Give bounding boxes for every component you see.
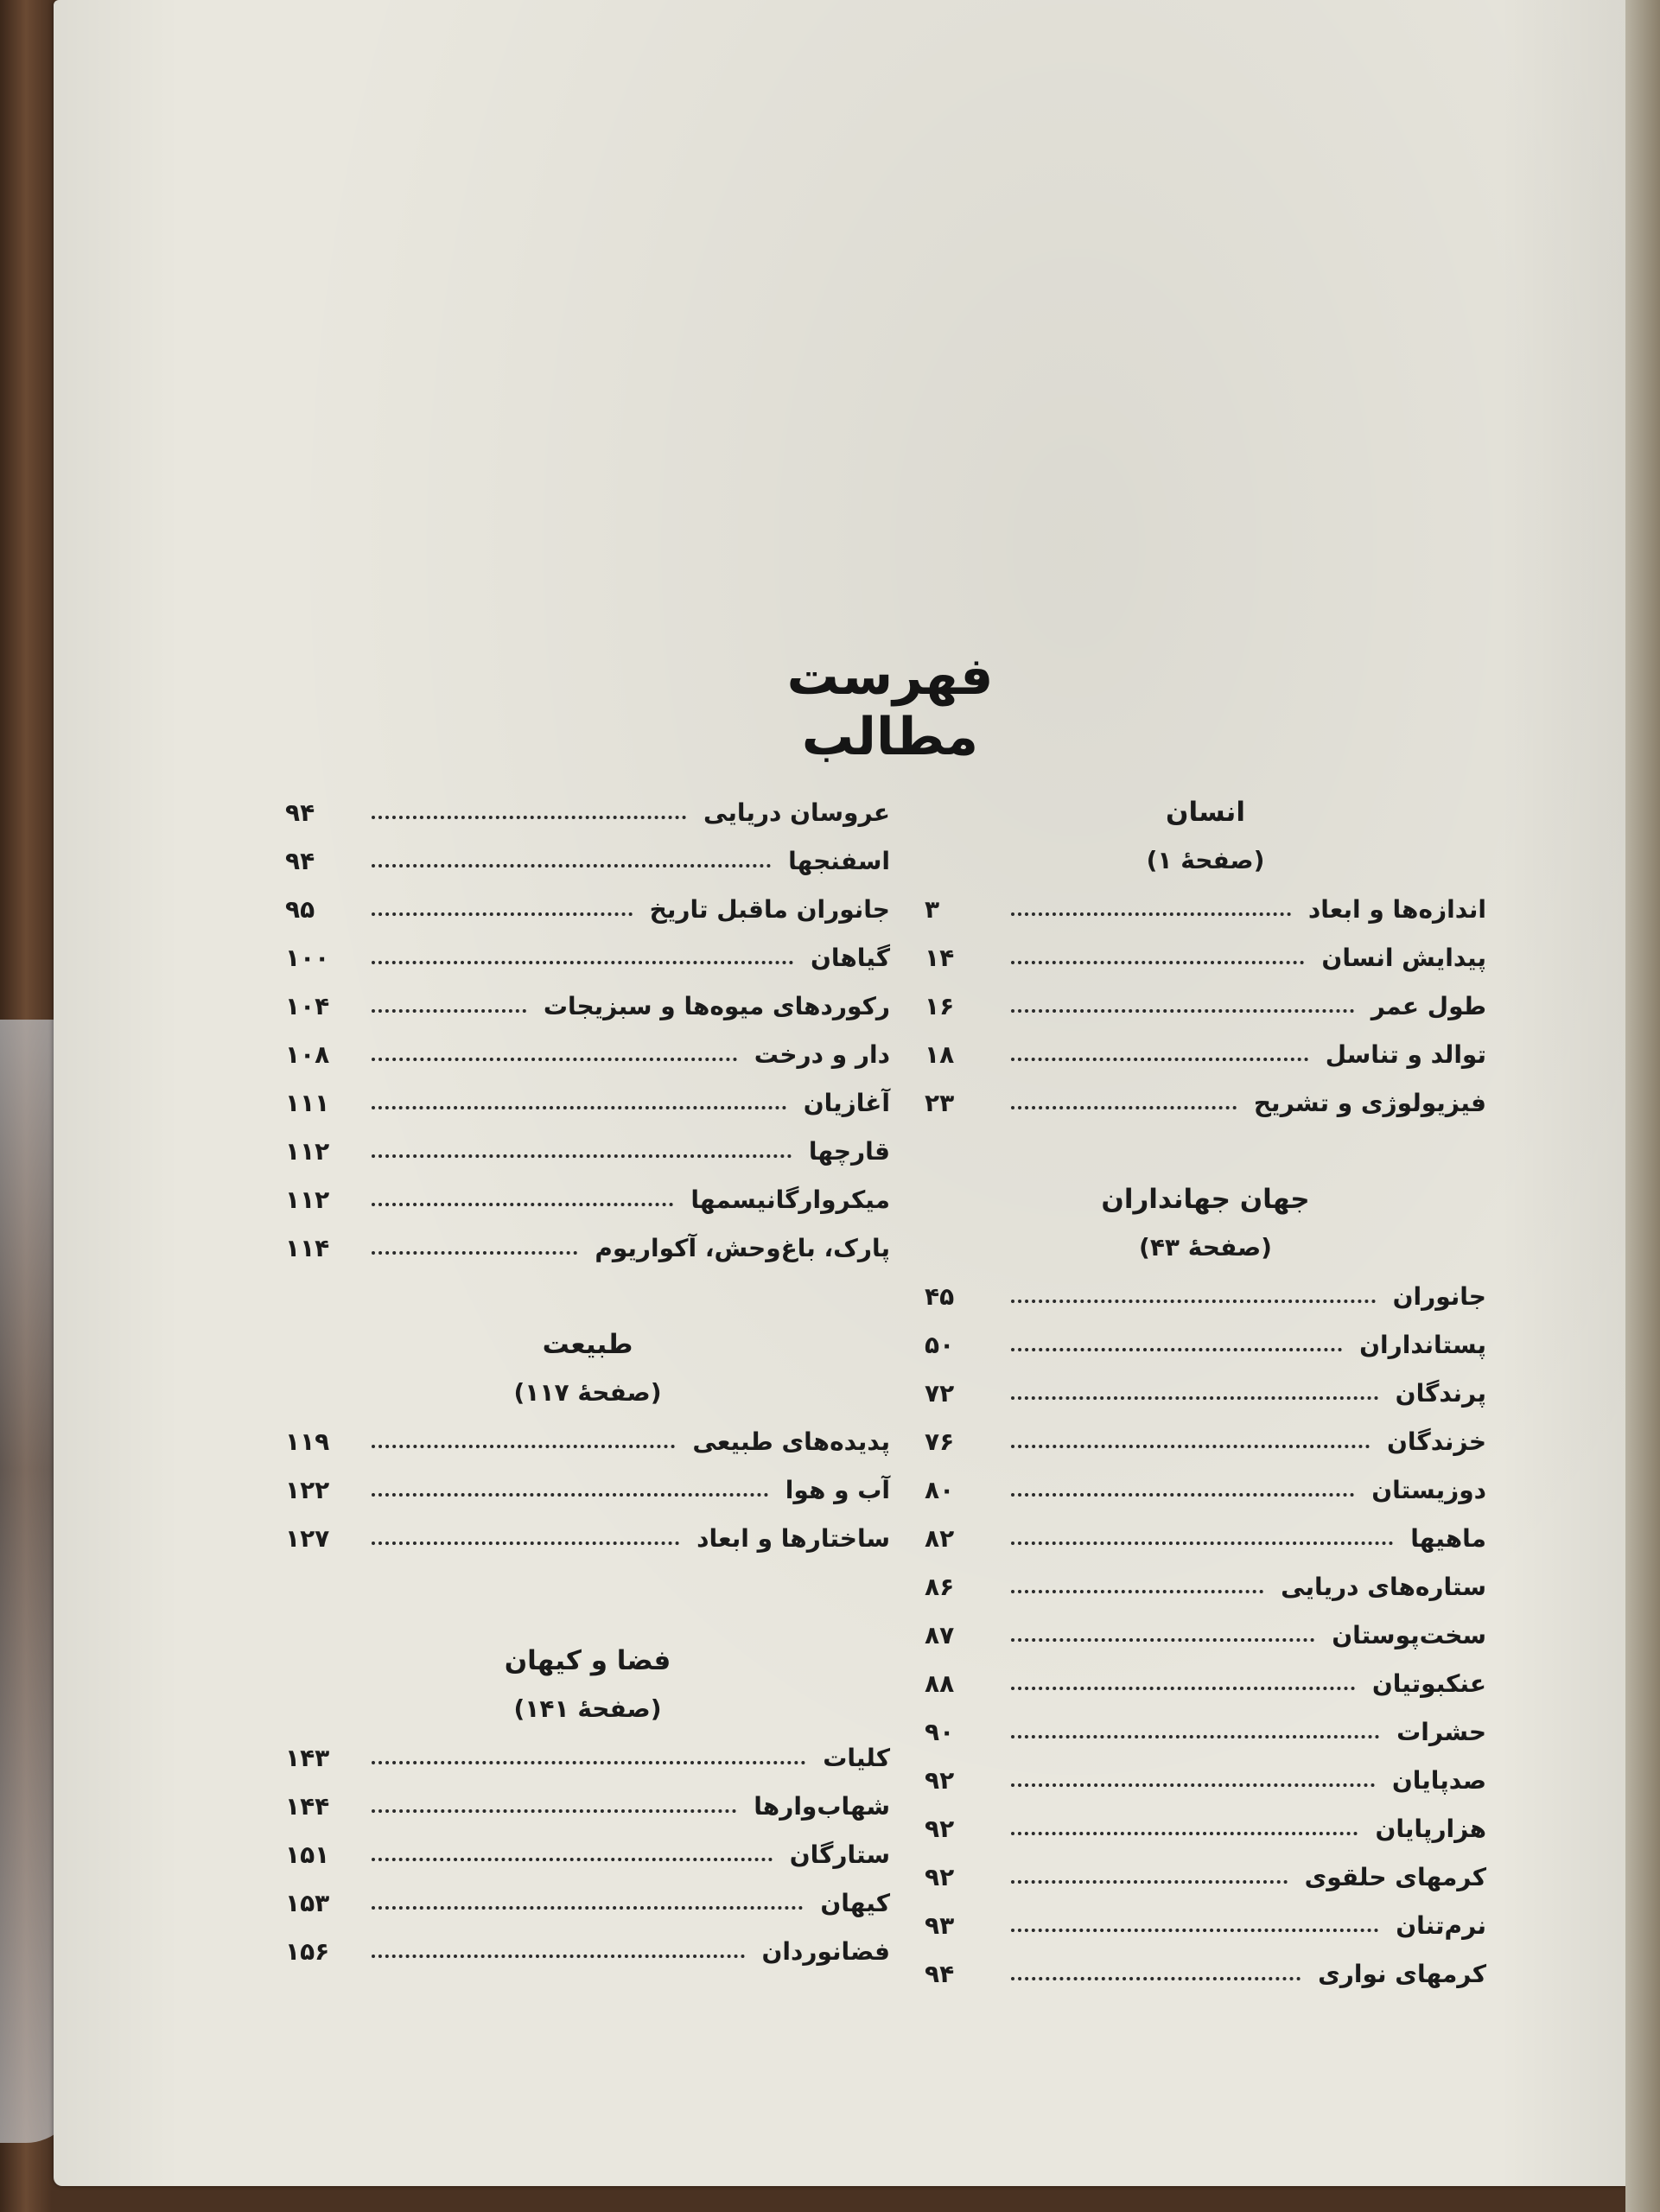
toc-entry-label: عروسان دریایی bbox=[703, 798, 890, 827]
toc-entry[interactable] bbox=[925, 885, 1486, 933]
dot-leader bbox=[1011, 1832, 1358, 1835]
dot-leader bbox=[1011, 1058, 1308, 1061]
dot-leader bbox=[372, 1955, 745, 1958]
toc-entry[interactable] bbox=[925, 1611, 1486, 1659]
dot-leader bbox=[1011, 1300, 1376, 1303]
toc-entry-label: قارچها bbox=[808, 1136, 890, 1166]
toc-entry[interactable] bbox=[285, 982, 890, 1030]
toc-entry-page: ۹۲ bbox=[925, 1862, 955, 1891]
dot-leader bbox=[372, 1203, 673, 1206]
toc-entry-label: گیاهان bbox=[810, 943, 890, 972]
dot-leader bbox=[1011, 1009, 1354, 1013]
toc-entry[interactable] bbox=[925, 1707, 1486, 1756]
toc-entry[interactable] bbox=[925, 1659, 1486, 1707]
toc-entry-label: صدپایان bbox=[1391, 1765, 1486, 1795]
toc-entry-page: ۱۱۴ bbox=[285, 1233, 330, 1262]
dot-leader bbox=[372, 1858, 773, 1861]
toc-entry[interactable] bbox=[925, 933, 1486, 982]
toc-entry-label: دوزیستان bbox=[1371, 1475, 1486, 1504]
section-gap bbox=[285, 1562, 890, 1637]
toc-entry-page: ۱۱۲ bbox=[285, 1136, 330, 1166]
toc-entry-label: پیدایش انسان bbox=[1321, 943, 1486, 972]
toc-entry-label: رکوردهای میوه‌ها و سبزیجات bbox=[543, 991, 890, 1020]
toc-entry-label: آغازیان bbox=[803, 1088, 890, 1117]
toc-entry-page: ۱۰۰ bbox=[285, 943, 330, 972]
dot-leader bbox=[1011, 1687, 1355, 1690]
toc-entry-page: ۱۱۹ bbox=[285, 1427, 330, 1456]
toc-entry-page: ۷۲ bbox=[925, 1378, 955, 1408]
dot-leader bbox=[1011, 1929, 1378, 1932]
toc-entry[interactable] bbox=[925, 982, 1486, 1030]
toc-entry-page: ۸۰ bbox=[925, 1475, 955, 1504]
toc-entry-label: کیهان bbox=[820, 1888, 890, 1917]
toc-entry-label: نرم‌تنان bbox=[1396, 1910, 1486, 1940]
dot-leader bbox=[372, 961, 793, 964]
toc-entry-page: ۱۸ bbox=[925, 1039, 955, 1069]
dot-leader bbox=[372, 1106, 786, 1109]
page-title: فهرست مطالب bbox=[786, 646, 994, 767]
toc-entry-page: ۸۸ bbox=[925, 1669, 955, 1698]
toc-entry-page: ۱۴۴ bbox=[285, 1791, 330, 1821]
toc-entry-label: شهاب‌وارها bbox=[754, 1791, 890, 1821]
toc-entry-page: ۱۰۸ bbox=[285, 1039, 330, 1069]
toc-entry-page: ۱۱۱ bbox=[285, 1088, 330, 1117]
toc-entry[interactable] bbox=[285, 1465, 890, 1514]
dot-leader bbox=[1011, 1445, 1370, 1448]
toc-left-column bbox=[285, 788, 890, 1975]
toc-entry-page: ۹۴ bbox=[285, 798, 315, 827]
toc-entry-label: ستارگان bbox=[789, 1840, 890, 1869]
toc-entry[interactable] bbox=[925, 1272, 1486, 1320]
toc-entry[interactable] bbox=[925, 1562, 1486, 1611]
toc-entry[interactable] bbox=[925, 1514, 1486, 1562]
toc-entry[interactable] bbox=[925, 1078, 1486, 1127]
toc-entry-label: کلیات bbox=[823, 1743, 890, 1772]
toc-entry-label: کرمهای حلقوی bbox=[1304, 1862, 1486, 1891]
toc-entry-page: ۱۶ bbox=[925, 991, 955, 1020]
section-heading: جهان جهانداران bbox=[1101, 1184, 1310, 1215]
dot-leader bbox=[1011, 1638, 1314, 1642]
toc-entry-page: ۷۶ bbox=[925, 1427, 955, 1456]
toc-entry[interactable] bbox=[285, 1514, 890, 1562]
toc-entry-label: ساختارها و ابعاد bbox=[696, 1523, 890, 1553]
dot-leader bbox=[1011, 1735, 1379, 1738]
toc-entry-label: فضانوردان bbox=[761, 1936, 890, 1966]
toc-entry-label: جانوران ماقبل تاریخ bbox=[649, 894, 890, 924]
section-heading: طبیعت bbox=[542, 1329, 633, 1360]
toc-entry-page: ۱۵۱ bbox=[285, 1840, 330, 1869]
toc-entry[interactable] bbox=[285, 1733, 890, 1782]
toc-entry-label: عنکبوتیان bbox=[1371, 1669, 1486, 1698]
dot-leader bbox=[1011, 1348, 1342, 1351]
toc-entry-label: سخت‌پوستان bbox=[1332, 1620, 1486, 1649]
dot-leader bbox=[1011, 912, 1291, 916]
toc-entry[interactable] bbox=[925, 1901, 1486, 1949]
toc-entry-page: ۵۰ bbox=[925, 1330, 955, 1359]
dot-leader bbox=[372, 1251, 577, 1255]
section-heading: انسان bbox=[1166, 797, 1245, 828]
toc-entry-label: ماهیها bbox=[1410, 1523, 1486, 1553]
toc-entry[interactable] bbox=[925, 1465, 1486, 1514]
toc-entry-page: ۱۴۳ bbox=[285, 1743, 330, 1772]
toc-entry-page: ۹۳ bbox=[925, 1910, 955, 1940]
dot-leader bbox=[372, 1154, 792, 1158]
toc-entry-page: ۱۲۲ bbox=[285, 1475, 330, 1504]
dot-leader bbox=[1011, 961, 1304, 964]
toc-entry-page: ۱۵۳ bbox=[285, 1888, 330, 1917]
section-gap bbox=[925, 1127, 1486, 1175]
dot-leader bbox=[372, 1493, 768, 1497]
toc-entry[interactable] bbox=[285, 1927, 890, 1975]
toc-entry[interactable] bbox=[285, 1782, 890, 1830]
toc-entry[interactable] bbox=[285, 788, 890, 836]
toc-entry-label: ستاره‌های دریایی bbox=[1281, 1572, 1486, 1601]
toc-entry-page: ۳ bbox=[925, 894, 940, 924]
dot-leader bbox=[1011, 1977, 1301, 1980]
toc-entry[interactable] bbox=[285, 933, 890, 982]
toc-entry-page: ۹۴ bbox=[285, 846, 315, 875]
toc-entry[interactable] bbox=[925, 1756, 1486, 1804]
toc-entry-label: پستانداران bbox=[1359, 1330, 1486, 1359]
page-edge bbox=[1625, 0, 1660, 2212]
toc-entry-page: ۴۵ bbox=[925, 1281, 955, 1311]
toc-entry-label: کرمهای نواری bbox=[1318, 1959, 1486, 1988]
toc-entry[interactable] bbox=[285, 1878, 890, 1927]
toc-entry[interactable] bbox=[925, 1030, 1486, 1078]
toc-entry-page: ۱۵۶ bbox=[285, 1936, 330, 1966]
toc-entry-label: اندازه‌ها و ابعاد bbox=[1307, 894, 1486, 924]
toc-entry-label: خزندگان bbox=[1387, 1427, 1486, 1456]
toc-entry-page: ۹۵ bbox=[285, 894, 315, 924]
section-heading: فضا و کیهان bbox=[504, 1645, 671, 1676]
dot-leader bbox=[372, 864, 771, 868]
toc-entry[interactable] bbox=[925, 1369, 1486, 1417]
toc-entry-label: توالد و تناسل bbox=[1325, 1039, 1486, 1069]
toc-entry-label: آب و هوا bbox=[785, 1475, 890, 1504]
toc-entry[interactable] bbox=[285, 885, 890, 933]
dot-leader bbox=[1011, 1783, 1375, 1787]
toc-entry-label: پرندگان bbox=[1395, 1378, 1486, 1408]
toc-entry-page: ۸۷ bbox=[925, 1620, 955, 1649]
toc-entry[interactable] bbox=[925, 1949, 1486, 1998]
toc-entry[interactable] bbox=[285, 1078, 890, 1127]
section-page-ref: (صفحهٔ ۱۱۷) bbox=[513, 1378, 662, 1407]
toc-entry-page: ۱۴ bbox=[925, 943, 955, 972]
toc-entry[interactable] bbox=[285, 1224, 890, 1272]
toc-entry-page: ۹۴ bbox=[925, 1959, 955, 1988]
dot-leader bbox=[1011, 1396, 1378, 1400]
toc-entry-page: ۱۱۲ bbox=[285, 1185, 330, 1214]
dot-leader bbox=[372, 1009, 526, 1013]
toc-entry-label: دار و درخت bbox=[754, 1039, 890, 1069]
dot-leader bbox=[372, 1809, 736, 1813]
toc-entry-page: ۲۳ bbox=[925, 1088, 955, 1117]
toc-entry[interactable] bbox=[285, 1417, 890, 1465]
toc-entry-label: پدیده‌های طبیعی bbox=[692, 1427, 890, 1456]
toc-entry-page: ۹۰ bbox=[925, 1717, 955, 1746]
section-page-ref: (صفحهٔ ۱) bbox=[1146, 846, 1265, 874]
section-gap bbox=[285, 1272, 890, 1320]
toc-entry-label: جانوران bbox=[1392, 1281, 1486, 1311]
toc-entry-label: هزارپایان bbox=[1375, 1814, 1486, 1843]
toc-entry-page: ۹۲ bbox=[925, 1814, 955, 1843]
toc-entry-page: ۸۲ bbox=[925, 1523, 955, 1553]
toc-entry[interactable] bbox=[285, 1030, 890, 1078]
dot-leader bbox=[372, 1445, 675, 1448]
dot-leader bbox=[1011, 1106, 1237, 1109]
toc-right-column bbox=[925, 788, 1486, 1998]
toc-entry-label: حشرات bbox=[1396, 1717, 1486, 1746]
dot-leader bbox=[372, 1906, 803, 1910]
toc-entry[interactable] bbox=[925, 1320, 1486, 1369]
dot-leader bbox=[372, 1761, 805, 1764]
toc-entry-page: ۱۰۴ bbox=[285, 991, 330, 1020]
toc-entry-label: پارک، باغ‌وحش، آکواریوم bbox=[595, 1233, 890, 1262]
dot-leader bbox=[372, 1541, 679, 1545]
toc-entry-label: اسفنجها bbox=[788, 846, 890, 875]
toc-entry-page: ۱۲۷ bbox=[285, 1523, 330, 1553]
toc-entry[interactable] bbox=[925, 1804, 1486, 1853]
toc-entry[interactable] bbox=[925, 1853, 1486, 1901]
toc-entry-label: طول عمر bbox=[1371, 991, 1486, 1020]
dot-leader bbox=[1011, 1590, 1263, 1593]
toc-entry[interactable] bbox=[285, 836, 890, 885]
toc-entry-page: ۸۶ bbox=[925, 1572, 955, 1601]
toc-entry[interactable] bbox=[285, 1175, 890, 1224]
dot-leader bbox=[372, 912, 633, 916]
toc-entry[interactable] bbox=[285, 1127, 890, 1175]
dot-leader bbox=[372, 816, 686, 819]
toc-entry-label: میکروارگانیسمها bbox=[690, 1185, 890, 1214]
section-page-ref: (صفحهٔ ۱۴۱) bbox=[513, 1694, 662, 1723]
dot-leader bbox=[1011, 1493, 1354, 1497]
dot-leader bbox=[1011, 1880, 1288, 1884]
toc-entry[interactable] bbox=[925, 1417, 1486, 1465]
section-page-ref: (صفحهٔ ۴۳) bbox=[1139, 1233, 1272, 1262]
toc-entry-label: فیزیولوژی و تشریح bbox=[1253, 1088, 1486, 1117]
toc-entry[interactable] bbox=[285, 1830, 890, 1878]
toc-entry-page: ۹۲ bbox=[925, 1765, 955, 1795]
dot-leader bbox=[1011, 1541, 1393, 1545]
dot-leader bbox=[372, 1058, 737, 1061]
